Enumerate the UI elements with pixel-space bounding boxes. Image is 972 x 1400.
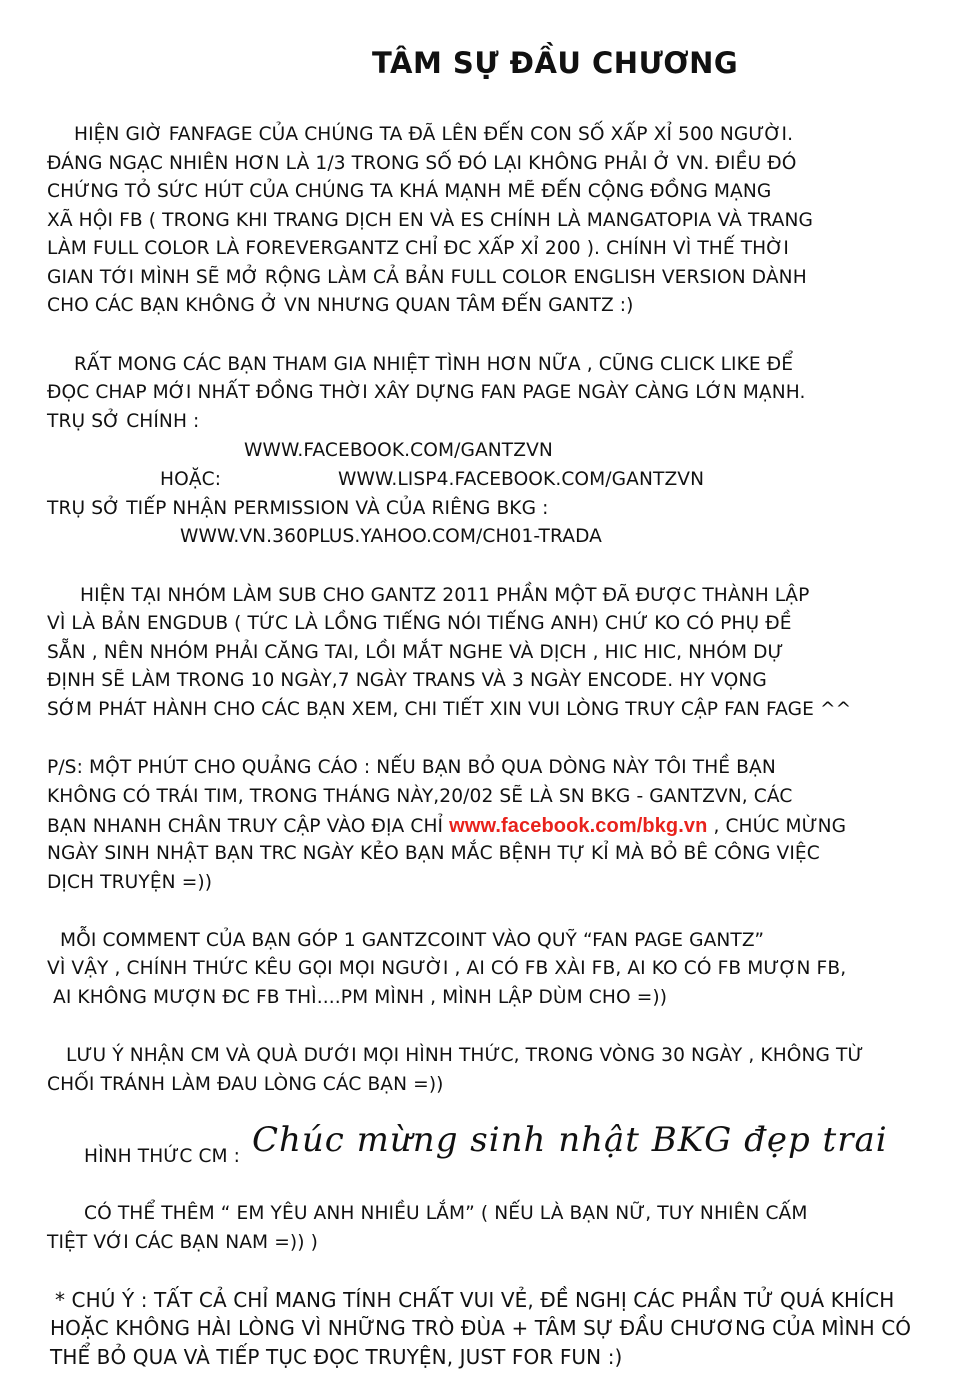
url-facebook-gantzvn[interactable]: WWW.FACEBOOK.COM/GANTZVN bbox=[244, 440, 553, 461]
p3-line-4: ĐỊNH SẼ LÀM TRONG 10 NGÀY,7 NGÀY TRANS VÀ 3 NGÀY ENCODE. HY VỌNG bbox=[47, 670, 767, 691]
p3-line-5: SỚM PHÁT HÀNH CHO CÁC BẠN XEM, CHI TIẾT XIN VUI LÒNG TRUY CẬP FAN FAGE ^^ bbox=[47, 699, 852, 720]
p3-line-3: SẴN , NÊN NHÓM PHẢI CĂNG TAI, LỒI MẮT NGHE VÀ DỊCH , HIC HIC, NHÓM DỰ bbox=[47, 642, 784, 663]
ps-line-5: DỊCH TRUYỆN =)) bbox=[47, 872, 213, 893]
p1-line-7: CHO CÁC BẠN KHÔNG Ở VN NHƯNG QUAN TÂM ĐẾN GANTZ :) bbox=[47, 295, 634, 316]
p1-line-2: ĐÁNG NGẠC NHIÊN HƠN LÀ 1/3 TRONG SỐ ĐÓ LẠI KHÔNG PHẢI Ở VN. ĐIỀU ĐÓ bbox=[47, 153, 797, 174]
page-title: TÂM SỰ ĐẦU CHƯƠNG bbox=[372, 46, 739, 80]
ps-line-3 bbox=[47, 816, 846, 837]
ps-line-3-suffix: , CHÚC MỪNG bbox=[713, 816, 847, 837]
permission-label: TRỤ SỞ TIẾP NHẬN PERMISSION VÀ CỦA RIÊNG BKG : bbox=[47, 498, 549, 519]
note-line-3: THỂ BỎ QUA VÀ TIẾP TỤC ĐỌC TRUYỆN, JUST FOR FUN :) bbox=[50, 1345, 623, 1369]
p5-line-2: CHỐI TRÁNH LÀM ĐAU LÒNG CÁC BẠN =)) bbox=[47, 1074, 444, 1095]
p1-line-4: XÃ HỘI FB ( TRONG KHI TRANG DỊCH EN VÀ ES CHÍNH LÀ MANGATOPIA VÀ TRANG bbox=[47, 210, 814, 231]
ps-line-4: NGÀY SINH NHẬT BẠN TRC NGÀY KẺO BẠN MẮC BỆNH TỰ KỈ MÀ BỎ BÊ CÔNG VIỆC bbox=[47, 843, 820, 864]
p4-line-2: VÌ VẬY , CHÍNH THỨC KÊU GỌI MỌI NGƯỜI , AI CÓ FB XÀI FB, AI KO CÓ FB MƯỢN FB, bbox=[47, 958, 847, 979]
p1-line-1: HIỆN GIỜ FANFAGE CỦA CHÚNG TA ĐÃ LÊN ĐẾN CON SỐ XẤP XỈ 500 NGƯỜI. bbox=[74, 124, 794, 145]
p4-line-3: AI KHÔNG MƯỢN ĐC FB THÌ....PM MÌNH , MÌNH LẬP DÙM CHO =)) bbox=[53, 987, 668, 1008]
ps-line-2: KHÔNG CÓ TRÁI TIM, TRONG THÁNG NÀY,20/02 SẼ LÀ SN BKG - GANTZVN, CÁC bbox=[47, 786, 793, 807]
url-lisp4-facebook-gantzvn[interactable]: WWW.LISP4.FACEBOOK.COM/GANTZVN bbox=[338, 469, 705, 490]
note-line-1: * CHÚ Ý : TẤT CẢ CHỈ MANG TÍNH CHẤT VUI VẺ, ĐỀ NGHỊ CÁC PHẦN TỬ QUÁ KHÍCH bbox=[55, 1288, 895, 1312]
p3-line-1: HIỆN TẠI NHÓM LÀM SUB CHO GANTZ 2011 PHẦN MỘT ĐÃ ĐƯỢC THÀNH LẬP bbox=[80, 585, 810, 606]
form-label: HÌNH THỨC CM : bbox=[84, 1146, 241, 1167]
p1-line-5: LÀM FULL COLOR LÀ FOREVERGANTZ CHỈ ĐC XẤP XỈ 200 ). CHÍNH VÌ THẾ THỜI bbox=[47, 238, 789, 259]
ps-line-3-prefix: BẠN NHANH CHÂN TRUY CẬP VÀO ĐỊA CHỈ bbox=[47, 816, 444, 837]
or-label: HOẶC: bbox=[160, 469, 222, 490]
bkg-facebook-link[interactable]: www.facebook.com/bkg.vn bbox=[449, 815, 708, 837]
url-yahoo-360plus[interactable]: WWW.VN.360PLUS.YAHOO.COM/CH01-TRADA bbox=[180, 526, 602, 547]
p2-line-2: ĐỌC CHAP MỚI NHẤT ĐỒNG THỜI XÂY DỰNG FAN PAGE NGÀY CÀNG LỚN MẠNH. bbox=[47, 382, 806, 403]
p1-line-3: CHỨNG TỎ SỨC HÚT CỦA CHÚNG TA KHÁ MẠNH MẼ ĐẾN CỘNG ĐỒNG MẠNG bbox=[47, 181, 772, 202]
p1-line-6: GIAN TỚI MÌNH SẼ MỞ RỘNG LÀM CẢ BẢN FULL COLOR ENGLISH VERSION DÀNH bbox=[47, 267, 807, 288]
handwritten-greeting: Chúc mừng sinh nhật BKG đẹp trai bbox=[252, 1120, 888, 1160]
note-line-2: HOẶC KHÔNG HÀI LÒNG VÌ NHỮNG TRÒ ĐÙA + TÂM SỰ ĐẦU CHƯƠNG CỦA MÌNH CÓ bbox=[50, 1316, 912, 1340]
ps-line-1: P/S: MỘT PHÚT CHO QUẢNG CÁO : NẾU BẠN BỎ QUA DÒNG NÀY TÔI THỀ BẠN bbox=[47, 757, 776, 778]
p2-line-1: RẤT MONG CÁC BẠN THAM GIA NHIỆT TÌNH HƠN NỮA , CŨNG CLICK LIKE ĐỂ bbox=[74, 354, 794, 375]
p3-line-2: VÌ LÀ BẢN ENGDUB ( TỨC LÀ LỒNG TIẾNG NÓI TIẾNG ANH) CHỨ KO CÓ PHỤ ĐỀ bbox=[47, 613, 792, 634]
p2-line-3: TRỤ SỞ CHÍNH : bbox=[47, 411, 200, 432]
p6-line-2: TIỆT VỚI CÁC BẠN NAM =)) ) bbox=[47, 1232, 318, 1253]
p6-line-1: CÓ THỂ THÊM “ EM YÊU ANH NHIỀU LẮM” ( NẾU LÀ BẠN NỮ, TUY NHIÊN CẤM bbox=[84, 1203, 808, 1224]
p5-line-1: LƯU Ý NHẬN CM VÀ QUÀ DƯỚI MỌI HÌNH THỨC, TRONG VÒNG 30 NGÀY , KHÔNG TỪ bbox=[66, 1045, 864, 1066]
p4-line-1: MỖI COMMENT CỦA BẠN GÓP 1 GANTZCOINT VÀO QUỸ “FAN PAGE GANTZ” bbox=[60, 930, 765, 951]
